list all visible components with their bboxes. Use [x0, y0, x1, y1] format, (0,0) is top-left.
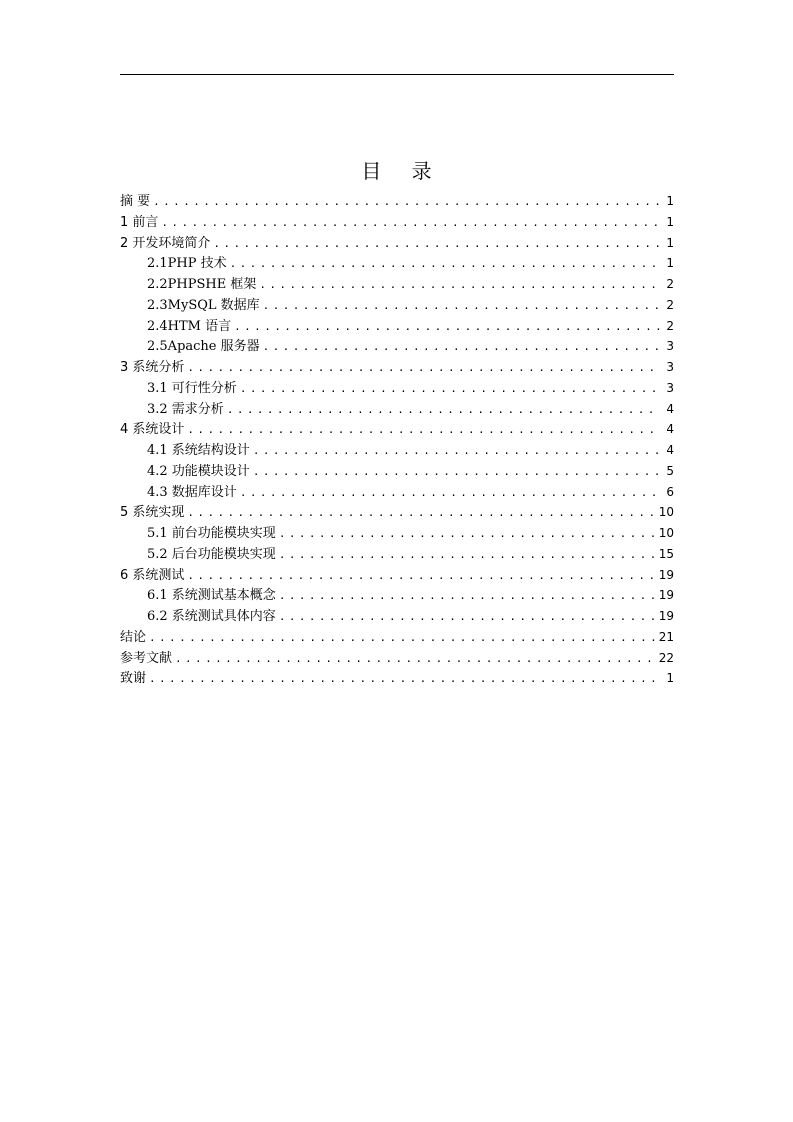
- toc-entry-label: 4.1 系统结构设计: [147, 443, 250, 458]
- toc-subentry[interactable]: [120, 399, 674, 420]
- toc-page-number: 10: [658, 505, 674, 520]
- toc-entry[interactable]: [120, 668, 674, 689]
- toc-subentry[interactable]: [120, 295, 674, 316]
- toc-entry[interactable]: [120, 648, 674, 669]
- toc-page-number: 1: [666, 671, 674, 686]
- toc-page-number: 1: [666, 214, 674, 229]
- toc-dot-leader: [149, 628, 655, 648]
- toc-entry-label: 2.2PHPSHE 框架: [147, 277, 257, 292]
- toc-subentry[interactable]: [120, 440, 674, 461]
- toc-page-number: 10: [658, 526, 674, 540]
- toc-dot-leader: [187, 420, 660, 440]
- toc-dot-leader: [230, 254, 660, 274]
- toc-dot-leader: [187, 566, 654, 586]
- toc-dot-leader: [279, 607, 655, 627]
- toc-subentry[interactable]: [120, 461, 674, 482]
- toc-dot-leader: [187, 358, 660, 378]
- toc-entry-label: 4 系统设计: [120, 422, 185, 438]
- toc-entry[interactable]: [120, 565, 674, 586]
- toc-entry[interactable]: [120, 212, 674, 233]
- toc-entry-label: 致谢: [120, 671, 147, 687]
- toc-page-number: 2: [666, 297, 674, 312]
- toc-entry-label: 结论: [120, 629, 147, 645]
- toc-page-number: 15: [658, 546, 674, 561]
- toc-dot-leader: [187, 503, 654, 523]
- toc-entry[interactable]: [120, 357, 674, 378]
- toc-entry-label: 2.5Apache 服务器: [147, 339, 260, 355]
- toc-dot-leader: [227, 400, 660, 420]
- toc-page-number: 19: [658, 609, 674, 623]
- toc-page-number: 6: [666, 484, 674, 499]
- toc-entry-label: 5.2 后台功能模块实现: [147, 546, 276, 562]
- toc-page-number: 4: [666, 443, 674, 457]
- toc-page-number: 4: [666, 401, 674, 416]
- toc-dot-leader: [240, 379, 660, 399]
- toc-entry-label: 2.3MySQL 数据库: [147, 297, 260, 313]
- toc-page-number: 5: [666, 463, 674, 478]
- toc-dot-leader: [240, 483, 660, 503]
- toc-dot-leader: [153, 192, 660, 212]
- toc-entry-label: 2.4HTM 语言: [147, 318, 232, 334]
- toc-entry-label: 3.1 可行性分析: [147, 380, 237, 396]
- toc-dot-leader: [253, 441, 660, 461]
- toc-entry[interactable]: [120, 233, 674, 254]
- toc-subentry[interactable]: [120, 523, 674, 544]
- toc-subentry[interactable]: [120, 585, 674, 606]
- toc-page-number: 1: [666, 235, 674, 250]
- toc-dot-leader: [149, 669, 660, 689]
- toc-subentry[interactable]: [120, 336, 674, 357]
- toc-entry-label: 6 系统测试: [120, 567, 185, 583]
- toc-entry-label: 4.2 功能模块设计: [147, 463, 250, 479]
- toc-subentry[interactable]: [120, 606, 674, 627]
- toc-entry-label: 2.1PHP 技术: [147, 256, 227, 272]
- toc-entry-label: 2 开发环境简介: [120, 235, 211, 251]
- toc-page-number: 1: [666, 194, 674, 208]
- toc-dot-leader: [279, 545, 655, 565]
- toc-entry[interactable]: [120, 419, 674, 440]
- toc-entry-label: 6.1 系统测试基本概念: [147, 588, 276, 604]
- toc-page-number: 3: [666, 380, 674, 395]
- table-of-contents: [120, 191, 674, 689]
- toc-page-number: 22: [658, 650, 674, 665]
- toc-entry-label: 5 系统实现: [120, 505, 185, 521]
- toc-title: 目 录: [361, 159, 444, 183]
- toc-entry-label: 5.1 前台功能模块实现: [147, 526, 276, 541]
- toc-subentry[interactable]: [120, 253, 674, 274]
- toc-dot-leader: [279, 524, 655, 544]
- toc-dot-leader: [213, 234, 660, 254]
- toc-page-number: 4: [666, 422, 674, 437]
- toc-dot-leader: [259, 275, 660, 295]
- toc-page-number: 3: [666, 360, 674, 374]
- toc-dot-leader: [263, 337, 660, 357]
- toc-entry[interactable]: [120, 502, 674, 523]
- toc-dot-leader: [253, 462, 660, 482]
- toc-subentry[interactable]: [120, 274, 674, 295]
- toc-dot-leader: [175, 649, 655, 669]
- toc-entry-label: 3 系统分析: [120, 360, 185, 375]
- toc-dot-leader: [279, 586, 655, 606]
- toc-entry[interactable]: [120, 627, 674, 648]
- toc-subentry[interactable]: [120, 378, 674, 399]
- toc-subentry[interactable]: [120, 544, 674, 565]
- toc-entry-label: 参考文献: [120, 650, 173, 666]
- toc-subentry[interactable]: [120, 316, 674, 337]
- toc-subentry[interactable]: [120, 482, 674, 503]
- toc-entry-label: 1 前言: [120, 214, 159, 230]
- toc-page-number: 19: [658, 588, 674, 603]
- toc-dot-leader: [161, 213, 660, 233]
- toc-page-number: 19: [658, 567, 674, 582]
- header-rule: [120, 74, 674, 75]
- toc-entry-label: 4.3 数据库设计: [147, 484, 237, 500]
- toc-dot-leader: [263, 296, 660, 316]
- toc-page-number: 2: [666, 318, 674, 333]
- toc-page-number: 2: [666, 277, 674, 291]
- toc-page-number: 1: [666, 256, 674, 271]
- toc-page-number: 21: [658, 629, 674, 644]
- toc-entry-label: 3.2 需求分析: [147, 401, 224, 417]
- toc-entry-label: 摘 要: [120, 194, 151, 209]
- toc-dot-leader: [234, 317, 660, 337]
- toc-page-number: 3: [666, 339, 674, 354]
- toc-entry[interactable]: [120, 191, 674, 212]
- toc-entry-label: 6.2 系统测试具体内容: [147, 609, 276, 624]
